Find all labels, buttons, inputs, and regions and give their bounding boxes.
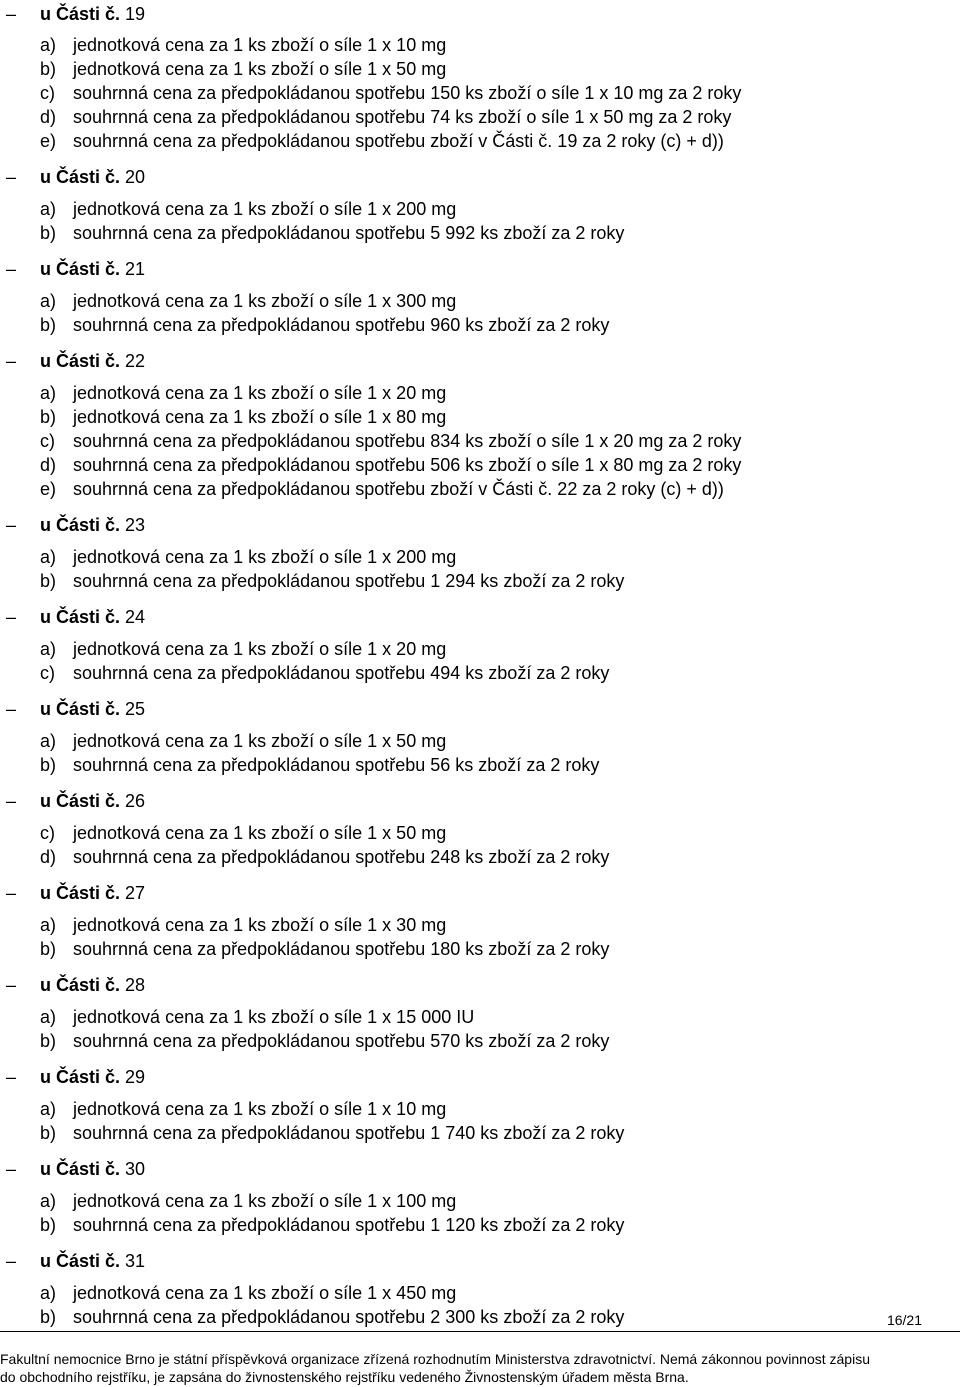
item-text: souhrnná cena za předpokládanou spotřebu 5 992 ks zboží za 2 roky	[73, 223, 625, 243]
footer-line-1: Fakultní nemocnice Brno je státní příspěvková organizace zřízená rozhodnutím Ministerstva zdravotnictví. Nemá zákonnou povinnost zápisu	[0, 1351, 870, 1367]
item-text: jednotková cena za 1 ks zboží o síle 1 x 50 mg	[73, 731, 447, 751]
part-label: u Části č.	[40, 259, 121, 279]
item-text: jednotková cena za 1 ks zboží o síle 1 x 15 000 IU	[73, 1007, 475, 1027]
footer-divider	[0, 1331, 960, 1332]
list-item	[0, 197, 960, 221]
item-text: jednotková cena za 1 ks zboží o síle 1 x 20 mg	[73, 639, 447, 659]
part-label: u Části č.	[40, 975, 121, 995]
item-letter: c)	[40, 83, 55, 103]
item-text: souhrnná cena za předpokládanou spotřebu 248 ks zboží za 2 roky	[73, 847, 610, 867]
part-label: u Části č.	[40, 1067, 121, 1087]
dash-bullet-icon: –	[6, 4, 17, 24]
item-text: jednotková cena za 1 ks zboží o síle 1 x 80 mg	[73, 407, 447, 427]
part-number: 29	[125, 1067, 146, 1087]
item-letter: a)	[40, 35, 57, 55]
part-label: u Části č.	[40, 1159, 121, 1179]
part-items	[0, 289, 960, 337]
list-item	[0, 1305, 960, 1329]
part-header	[0, 881, 960, 905]
list-item	[0, 753, 960, 777]
item-letter: c)	[40, 823, 55, 843]
item-letter: a)	[40, 547, 57, 567]
part-number: 21	[125, 259, 146, 279]
part-items	[0, 729, 960, 777]
part-label: u Části č.	[40, 1251, 121, 1271]
part-title	[40, 2, 145, 26]
part-header	[0, 973, 960, 997]
item-text: jednotková cena za 1 ks zboží o síle 1 x 20 mg	[73, 383, 447, 403]
item-letter: b)	[40, 59, 57, 79]
dash-bullet-icon: –	[6, 975, 17, 995]
part-label: u Části č.	[40, 167, 121, 187]
item-letter: c)	[40, 663, 55, 683]
part-label: u Části č.	[40, 883, 121, 903]
item-text: jednotková cena za 1 ks zboží o síle 1 x 10 mg	[73, 35, 447, 55]
list-item	[0, 477, 960, 501]
part-title	[40, 973, 145, 997]
part-items	[0, 913, 960, 961]
item-text: souhrnná cena za předpokládanou spotřebu 2 300 ks zboží za 2 roky	[73, 1307, 625, 1327]
item-text: souhrnná cena za předpokládanou spotřebu 1 740 ks zboží za 2 roky	[73, 1123, 625, 1143]
item-letter: d)	[40, 455, 57, 475]
item-letter: b)	[40, 1307, 57, 1327]
list-item	[0, 81, 960, 105]
item-text: souhrnná cena za předpokládanou spotřebu 1 294 ks zboží za 2 roky	[73, 571, 625, 591]
item-letter: b)	[40, 1123, 57, 1143]
item-letter: a)	[40, 1099, 57, 1119]
list-item	[0, 569, 960, 593]
part-number: 27	[125, 883, 146, 903]
list-item	[0, 729, 960, 753]
part-number: 26	[125, 791, 146, 811]
item-letter: a)	[40, 915, 57, 935]
list-item	[0, 381, 960, 405]
list-item	[0, 545, 960, 569]
item-text: souhrnná cena za předpokládanou spotřebu 74 ks zboží o síle 1 x 50 mg za 2 roky	[73, 107, 732, 127]
part-label: u Části č.	[40, 699, 121, 719]
item-letter: b)	[40, 571, 57, 591]
footer-line-2: do obchodního rejstříku, je zapsána do živnostenského rejstříku vedeného Živnostenským úřadem města Brna.	[0, 1369, 689, 1385]
item-letter: a)	[40, 639, 57, 659]
dash-bullet-icon: –	[6, 607, 17, 627]
list-item	[0, 1189, 960, 1213]
item-letter: e)	[40, 479, 57, 499]
part-number: 19	[125, 4, 146, 24]
part-items	[0, 821, 960, 869]
list-item	[0, 1005, 960, 1029]
item-letter: a)	[40, 383, 57, 403]
part-header	[0, 1065, 960, 1089]
list-item	[0, 1097, 960, 1121]
dash-bullet-icon: –	[6, 791, 17, 811]
dash-bullet-icon: –	[6, 699, 17, 719]
list-item	[0, 129, 960, 153]
part-header	[0, 513, 960, 537]
part-number: 25	[125, 699, 146, 719]
part-items	[0, 1097, 960, 1145]
item-text: jednotková cena za 1 ks zboží o síle 1 x 200 mg	[73, 547, 457, 567]
part-label: u Části č.	[40, 515, 121, 535]
part-number: 31	[125, 1251, 146, 1271]
item-letter: a)	[40, 1007, 57, 1027]
part-title	[40, 881, 145, 905]
list-item	[0, 913, 960, 937]
part-label: u Části č.	[40, 4, 121, 24]
part-number: 23	[125, 515, 146, 535]
part-title	[40, 605, 145, 629]
part-title	[40, 257, 145, 281]
part-header	[0, 2, 960, 26]
part-title	[40, 349, 145, 373]
item-letter: b)	[40, 939, 57, 959]
part-items	[0, 33, 960, 153]
part-items	[0, 381, 960, 501]
part-number: 24	[125, 607, 146, 627]
dash-bullet-icon: –	[6, 351, 17, 371]
part-items	[0, 197, 960, 245]
item-text: souhrnná cena za předpokládanou spotřebu 834 ks zboží o síle 1 x 20 mg za 2 roky	[73, 431, 742, 451]
list-item	[0, 289, 960, 313]
part-title	[40, 1157, 145, 1181]
part-title	[40, 1065, 145, 1089]
list-item	[0, 1281, 960, 1305]
part-title	[40, 513, 145, 537]
part-number: 22	[125, 351, 146, 371]
item-letter: b)	[40, 315, 57, 335]
item-text: souhrnná cena za předpokládanou spotřebu 1 120 ks zboží za 2 roky	[73, 1215, 625, 1235]
item-text: souhrnná cena za předpokládanou spotřebu 150 ks zboží o síle 1 x 10 mg za 2 roky	[73, 83, 742, 103]
list-item	[0, 313, 960, 337]
part-header	[0, 349, 960, 373]
part-title	[40, 789, 145, 813]
part-label: u Části č.	[40, 351, 121, 371]
part-items	[0, 637, 960, 685]
list-item	[0, 1213, 960, 1237]
part-number: 28	[125, 975, 146, 995]
list-item	[0, 821, 960, 845]
dash-bullet-icon: –	[6, 259, 17, 279]
dash-bullet-icon: –	[6, 1067, 17, 1087]
item-text: souhrnná cena za předpokládanou spotřebu 180 ks zboží za 2 roky	[73, 939, 610, 959]
list-item	[0, 637, 960, 661]
item-text: jednotková cena za 1 ks zboží o síle 1 x 10 mg	[73, 1099, 447, 1119]
list-item	[0, 429, 960, 453]
item-text: souhrnná cena za předpokládanou spotřebu 494 ks zboží za 2 roky	[73, 663, 610, 683]
part-items	[0, 1005, 960, 1053]
item-letter: d)	[40, 847, 57, 867]
item-letter: a)	[40, 199, 57, 219]
part-header	[0, 605, 960, 629]
item-text: souhrnná cena za předpokládanou spotřebu zboží v Části č. 19 za 2 roky (c) + d))	[73, 131, 724, 151]
part-title	[40, 1249, 145, 1273]
part-header	[0, 697, 960, 721]
page-number: 16/21	[886, 1312, 922, 1328]
item-letter: e)	[40, 131, 57, 151]
list-item	[0, 57, 960, 81]
item-text: souhrnná cena za předpokládanou spotřebu 570 ks zboží za 2 roky	[73, 1031, 610, 1051]
part-number: 20	[125, 167, 146, 187]
list-item	[0, 221, 960, 245]
item-letter: a)	[40, 1283, 57, 1303]
dash-bullet-icon: –	[6, 167, 17, 187]
list-item	[0, 845, 960, 869]
list-item	[0, 937, 960, 961]
part-items	[0, 545, 960, 593]
item-letter: b)	[40, 1215, 57, 1235]
part-header	[0, 789, 960, 813]
item-letter: b)	[40, 223, 57, 243]
item-text: souhrnná cena za předpokládanou spotřebu 56 ks zboží za 2 roky	[73, 755, 600, 775]
item-text: jednotková cena za 1 ks zboží o síle 1 x 450 mg	[73, 1283, 457, 1303]
part-header	[0, 165, 960, 189]
item-letter: a)	[40, 1191, 57, 1211]
part-number: 30	[125, 1159, 146, 1179]
list-item	[0, 405, 960, 429]
list-item	[0, 1029, 960, 1053]
part-label: u Části č.	[40, 607, 121, 627]
item-letter: a)	[40, 291, 57, 311]
item-text: souhrnná cena za předpokládanou spotřebu 506 ks zboží o síle 1 x 80 mg za 2 roky	[73, 455, 742, 475]
part-header	[0, 257, 960, 281]
item-text: jednotková cena za 1 ks zboží o síle 1 x 50 mg	[73, 59, 447, 79]
part-label: u Části č.	[40, 791, 121, 811]
item-letter: a)	[40, 731, 57, 751]
dash-bullet-icon: –	[6, 1251, 17, 1271]
item-text: souhrnná cena za předpokládanou spotřebu zboží v Části č. 22 za 2 roky (c) + d))	[73, 479, 724, 499]
list-item	[0, 105, 960, 129]
part-items	[0, 1281, 960, 1329]
item-text: jednotková cena za 1 ks zboží o síle 1 x 30 mg	[73, 915, 447, 935]
footer	[0, 1350, 960, 1386]
dash-bullet-icon: –	[6, 883, 17, 903]
item-letter: b)	[40, 755, 57, 775]
part-items	[0, 1189, 960, 1237]
list-item	[0, 33, 960, 57]
item-text: souhrnná cena za předpokládanou spotřebu 960 ks zboží za 2 roky	[73, 315, 610, 335]
item-text: jednotková cena za 1 ks zboží o síle 1 x 100 mg	[73, 1191, 457, 1211]
item-text: jednotková cena za 1 ks zboží o síle 1 x 300 mg	[73, 291, 457, 311]
part-header	[0, 1249, 960, 1273]
part-title	[40, 165, 145, 189]
item-text: jednotková cena za 1 ks zboží o síle 1 x 200 mg	[73, 199, 457, 219]
dash-bullet-icon: –	[6, 1159, 17, 1179]
list-item	[0, 453, 960, 477]
item-letter: c)	[40, 431, 55, 451]
part-title	[40, 697, 145, 721]
item-text: jednotková cena za 1 ks zboží o síle 1 x 50 mg	[73, 823, 447, 843]
item-letter: d)	[40, 107, 57, 127]
item-letter: b)	[40, 1031, 57, 1051]
part-header	[0, 1157, 960, 1181]
list-item	[0, 661, 960, 685]
item-letter: b)	[40, 407, 57, 427]
list-item	[0, 1121, 960, 1145]
dash-bullet-icon: –	[6, 515, 17, 535]
